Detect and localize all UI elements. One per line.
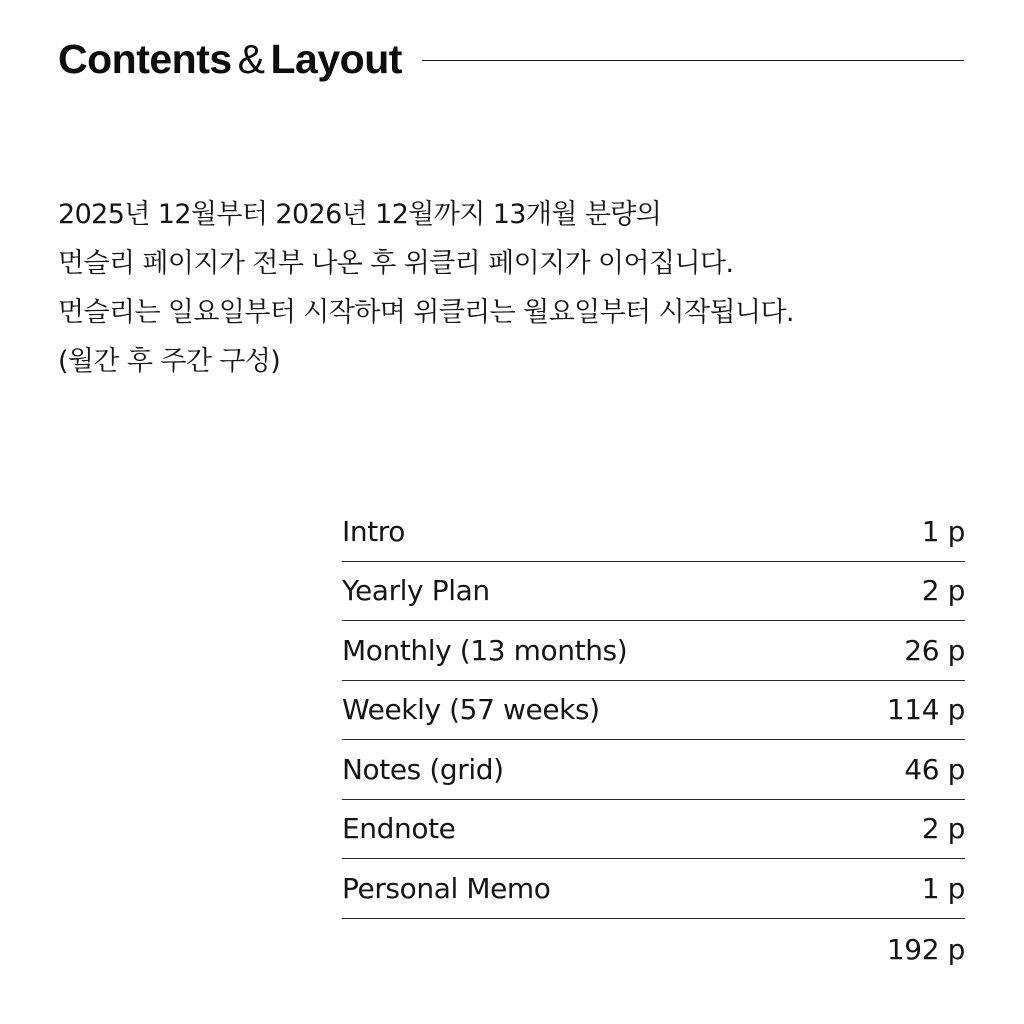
page-header [58, 28, 964, 90]
title-ampersand: & [237, 35, 265, 82]
intro-line: 먼슬리는 일요일부터 시작하며 위클리는 월요일부터 시작됩니다. [58, 297, 794, 328]
row-label: Weekly (57 weeks) [342, 693, 600, 727]
intro-line: 먼슬리 페이지가 전부 나온 후 위클리 페이지가 이어집니다. [58, 248, 734, 279]
row-label: Monthly (13 months) [342, 633, 628, 667]
table-row [342, 562, 965, 622]
row-pages: 2 p [921, 812, 965, 846]
table-row [342, 621, 965, 681]
row-label: Notes (grid) [342, 752, 504, 786]
row-pages: 46 p [904, 752, 965, 786]
row-pages: 2 p [921, 574, 965, 608]
table-row [342, 740, 965, 800]
table-row [342, 502, 965, 562]
intro-line: (월간 후 주간 구성) [58, 346, 281, 377]
row-pages: 1 p [921, 514, 965, 548]
intro-paragraph [58, 190, 978, 386]
title-contents: Contents [58, 35, 232, 82]
page-title [58, 36, 402, 83]
row-label: Endnote [342, 812, 456, 846]
total-pages: 192 p [886, 933, 965, 966]
total-row [342, 919, 965, 981]
row-label: Personal Memo [342, 871, 551, 905]
row-label: Intro [342, 514, 406, 548]
intro-line: 2025년 12월부터 2026년 12월까지 13개월 분량의 [58, 199, 662, 230]
table-row [342, 859, 965, 919]
row-pages: 114 p [886, 693, 965, 727]
table-row [342, 681, 965, 741]
row-pages: 1 p [921, 871, 965, 905]
row-label: Yearly Plan [342, 574, 490, 608]
contents-table [342, 502, 965, 981]
table-row [342, 800, 965, 860]
row-pages: 26 p [904, 633, 965, 667]
header-divider [422, 60, 964, 61]
title-layout: Layout [270, 35, 402, 82]
